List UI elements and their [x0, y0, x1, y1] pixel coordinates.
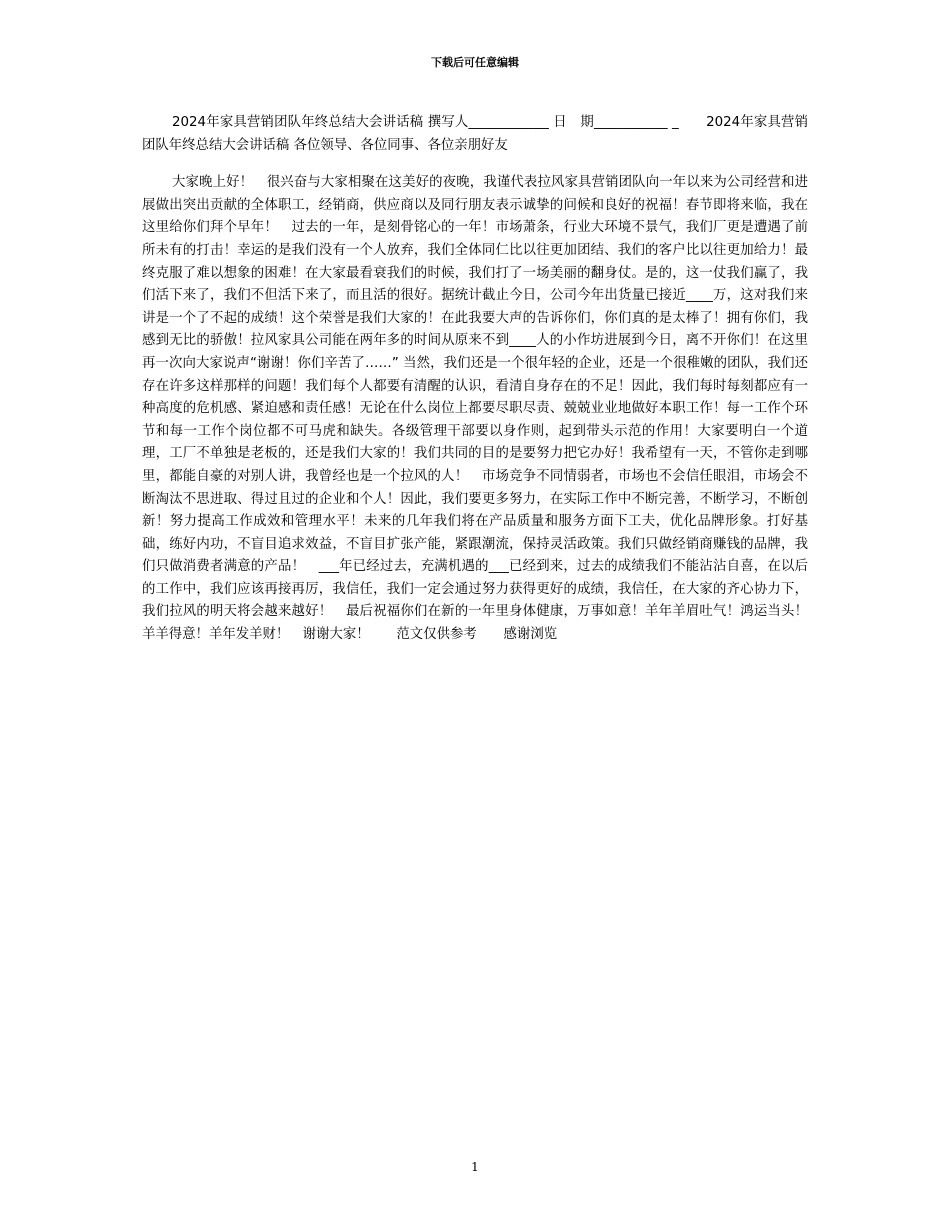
document-content	[142, 112, 808, 647]
document-title: 2024年家具营销团队年终总结大会讲话稿 撰写人____________ 日 期___________ _ 2024年家具营销团队年终总结大会讲话稿 各位领导、各位同事、各位亲朋好友	[142, 115, 808, 153]
document-body: 大家晚上好！ 很兴奋与大家相聚在这美好的夜晚，我谨代表拉风家具营销团队向一年以来为公司经营和进展做出突出贡献的全体职工，经销商，供应商以及同行朋友表示诚挚的问候和良好的祝福！春节即将来临，我在这里给你们拜个早年！ 过去的一年，是刻骨铭心的一年！市场萧条，行业大环境不景气，我们厂更是遭遇了前所未有的打击！幸运的是我们没有一个人放弃，我们全体同仁比以往更加团结、我们的客户比以往更加给力！最终克服了难以想象的困难！在大家最看衰我们的时候，我们打了一场美丽的翻身仗。是的，这一仗我们赢了，我们活下来了，我们不但活下来了，而且活的很好。据统计截止今日，公司今年出货量已接近____万，这对我们来讲是一个了不起的成绩！这个荣誉是我们大家的！在此我要大声的告诉你们，你们真的是太棒了！拥有你们，我感到无比的骄傲！拉风家具公司能在两年多的时间从原来不到____人的小作坊进展到今日，离不开你们！在这里再一次向大家说声“谢谢！你们辛苦了……” 当然，我们还是一个很年轻的企业，还是一个很稚嫩的团队，我们还存在许多这样那样的问题！我们每个人都要有清醒的认识，看清自身存在的不足！因此，我们每时每刻都应有一种高度的危机感、紧迫感和责任感！无论在什么岗位上都要尽职尽责、兢兢业业地做好本职工作！每一工作个环节和每一工作个岗位都不可马虎和缺失。各级管理干部要以身作则，起到带头示范的作用！大家要明白一个道理，工厂不单独是老板的，还是我们大家的！我们共同的目的是要努力把它办好！我希望有一天，不管你走到哪里，都能自豪的对别人讲，我曾经也是一个拉风的人！ 市场竞争不同情弱者，市场也不会信任眼泪，市场会不断淘汰不思进取、得过且过的企业和个人！因此，我们要更多努力，在实际工作中不断完善，不断学习，不断创新！努力提高工作成效和管理水平！未来的几年我们将在产品质量和服务方面下工夫，优化品牌形象。打好基础，练好内功，不盲目追求效益，不盲目扩张产能，紧跟潮流，保持灵活政策。我们只做经销商赚钱的品牌，我们只做消费者满意的产品！ ___年已经过去，充满机遇的___已经到来，过去的成绩我们不能沾沾自喜，在以后的工作中，我们应该再接再厉，我信任，我们一定会通过努力获得更好的成绩，我信任，在大家的齐心协力下，我们拉风的明天将会越来越好！ 最后祝福你们在新的一年里身体健康，万事如意！羊年羊眉吐气！鸿运当头！羊羊得意！羊年发羊财！ 谢谢大家！ 范文仅供参考 感谢浏览	[142, 175, 808, 643]
page-number: 1	[471, 1160, 479, 1174]
header-note: 下载后可任意编辑	[431, 56, 519, 69]
